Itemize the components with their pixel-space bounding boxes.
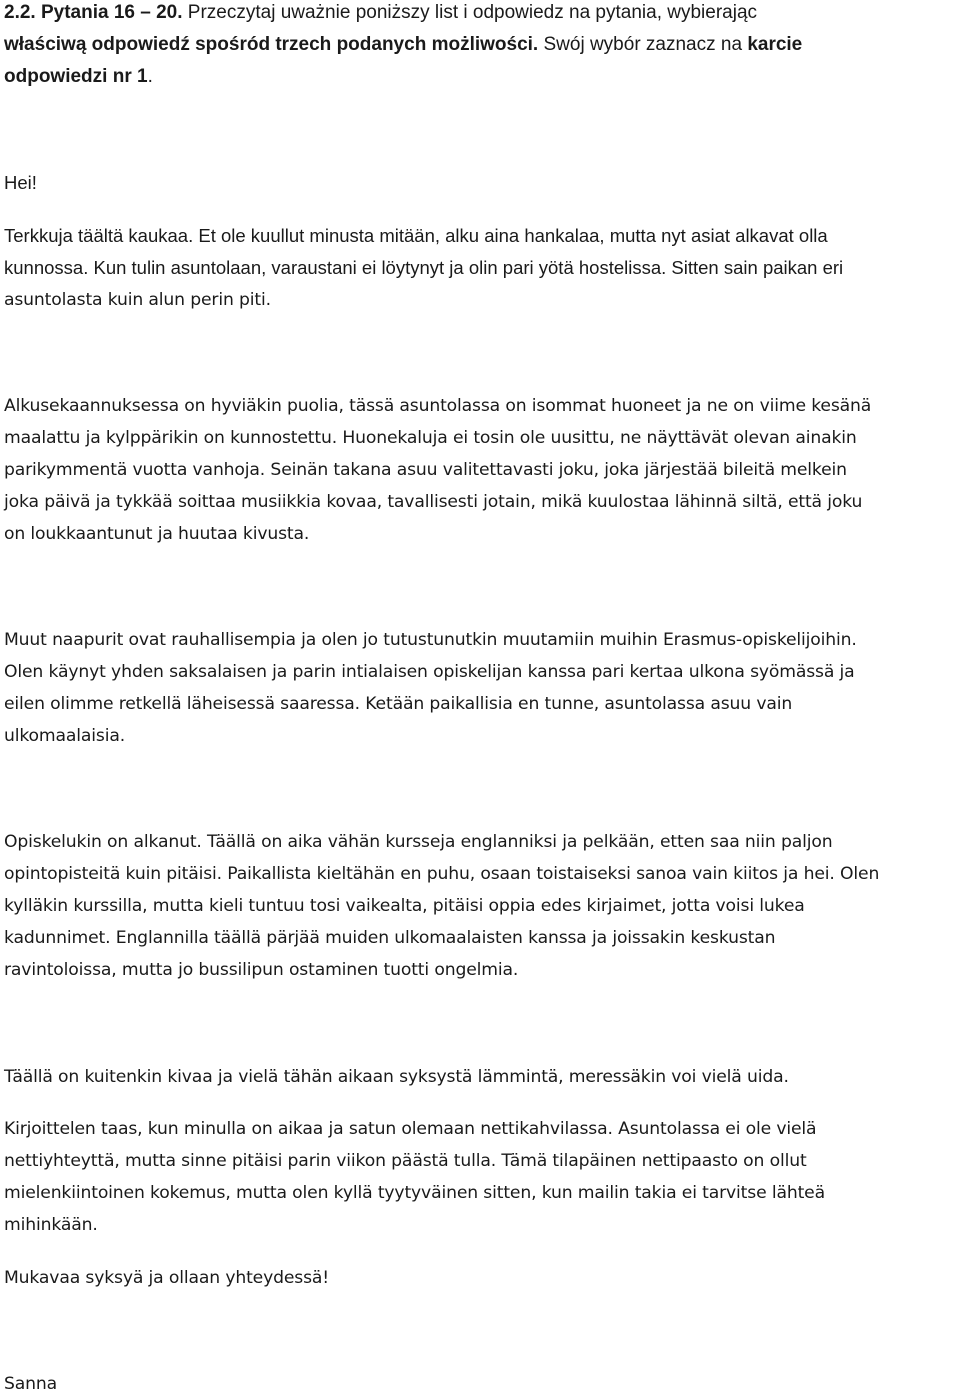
task-instruction-text: Przeczytaj uważnie poniższy list i odpowiedz na pytania, wybierając	[182, 2, 758, 23]
paragraph-1-line: kunnossa. Kun tulin asuntolaan, varaustani ei löytynyt ja olin pari yötä hostelissa. Sitten sain paikan eri	[4, 257, 844, 278]
paragraph-2-line: Alkusekaannuksessa on hyviäkin puolia, tässä asuntolassa on isommat huoneet ja ne on viime kesänä	[4, 396, 872, 416]
paragraph-4-line: kylläkin kurssilla, mutta kieli tuntuu tosi vaikealta, pitäisi oppia edes kirjaimet, jotta voisi lukea	[4, 896, 805, 916]
task-instruction-text: .	[147, 66, 153, 87]
letter-signature: Sanna	[4, 1374, 58, 1394]
paragraph-5-line: Täällä on kuitenkin kivaa ja vielä tähän aikaan syksystä lämmintä, meressäkin voi vielä uida.	[4, 1067, 789, 1087]
paragraph-6-line: Kirjoittelen taas, kun minulla on aikaa ja satun olemaan nettikahvilassa. Asuntolassa ei ole vielä	[4, 1119, 817, 1139]
paragraph-6-line: nettiyhteyttä, mutta sinne pitäisi parin viikon päästä tulla. Tämä tilapäinen nettipaasto on ollut	[4, 1151, 807, 1171]
paragraph-6-line: mihinkään.	[4, 1215, 98, 1235]
task-number: 2.2. Pytania 16 – 20.	[4, 2, 183, 23]
paragraph-2-line: maalattu ja kylppärikin on kunnostettu. Huonekaluja ei tosin ole uusittu, ne näyttävät olevan ainakin	[4, 428, 857, 448]
paragraph-3-line: eilen olimme retkellä läheisessä saaressa. Ketään paikallisia en tunne, asuntolassa asuu vain	[4, 694, 793, 714]
paragraph-2-line: parikymmentä vuotta vanhoja. Seinän takana asuu valitettavasti joku, joka järjestää bileitä melkein	[4, 460, 847, 480]
letter-closing: Mukavaa syksyä ja ollaan yhteydessä!	[4, 1268, 330, 1288]
paragraph-1-line: asuntolasta kuin alun perin piti.	[4, 290, 271, 310]
paragraph-2-line: joka päivä ja tykkää soittaa musiikkia kovaa, tavallisesti jotain, mikä kuulostaa lähinnä siltä, että joku	[4, 492, 863, 512]
task-instruction-text: Swój wybór zaznacz na	[538, 34, 748, 55]
letter-greeting: Hei!	[4, 172, 37, 193]
task-instruction-line-1	[4, 1, 757, 25]
task-instruction-line-2	[4, 33, 802, 57]
paragraph-4-line: opintopisteitä kuin pitäisi. Paikallista kieltähän en puhu, osaan toistaiseksi sanoa vain kiitos ja hei. Olen	[4, 864, 880, 884]
paragraph-6-line: mielenkiintoinen kokemus, mutta olen kyllä tyytyväinen sitten, kun mailin takia ei tarvitse lähteä	[4, 1183, 825, 1203]
paragraph-4-line: kadunnimet. Englannilla täällä pärjää muiden ulkomaalaisten kanssa ja joissakin keskustan	[4, 928, 776, 948]
task-instruction-bold: właściwą odpowiedź spośród trzech podanych możliwości.	[4, 34, 539, 55]
paragraph-2-line: on loukkaantunut ja huutaa kivusta.	[4, 524, 310, 544]
task-instruction-line-3	[4, 65, 153, 89]
paragraph-3-line: Muut naapurit ovat rauhallisempia ja olen jo tutustunutkin muutamiin muihin Erasmus-opiskelijoihin.	[4, 630, 857, 650]
paragraph-4-line: ravintoloissa, mutta jo bussilipun ostaminen tuotti ongelmia.	[4, 960, 519, 980]
paragraph-4-line: Opiskelukin on alkanut. Täällä on aika vähän kursseja englanniksi ja pelkään, etten saa niin paljon	[4, 832, 833, 852]
paragraph-1-line: Terkkuja täältä kaukaa. Et ole kuullut minusta mitään, alku aina hankalaa, mutta nyt asiat alkavat olla	[4, 225, 828, 246]
task-instruction-bold: odpowiedzi nr 1	[4, 66, 148, 87]
paragraph-3-line: Olen käynyt yhden saksalaisen ja parin intialaisen opiskelijan kanssa pari kertaa ulkona syömässä ja	[4, 662, 855, 682]
task-instruction-bold: karcie	[747, 34, 803, 55]
paragraph-3-line: ulkomaalaisia.	[4, 726, 126, 746]
